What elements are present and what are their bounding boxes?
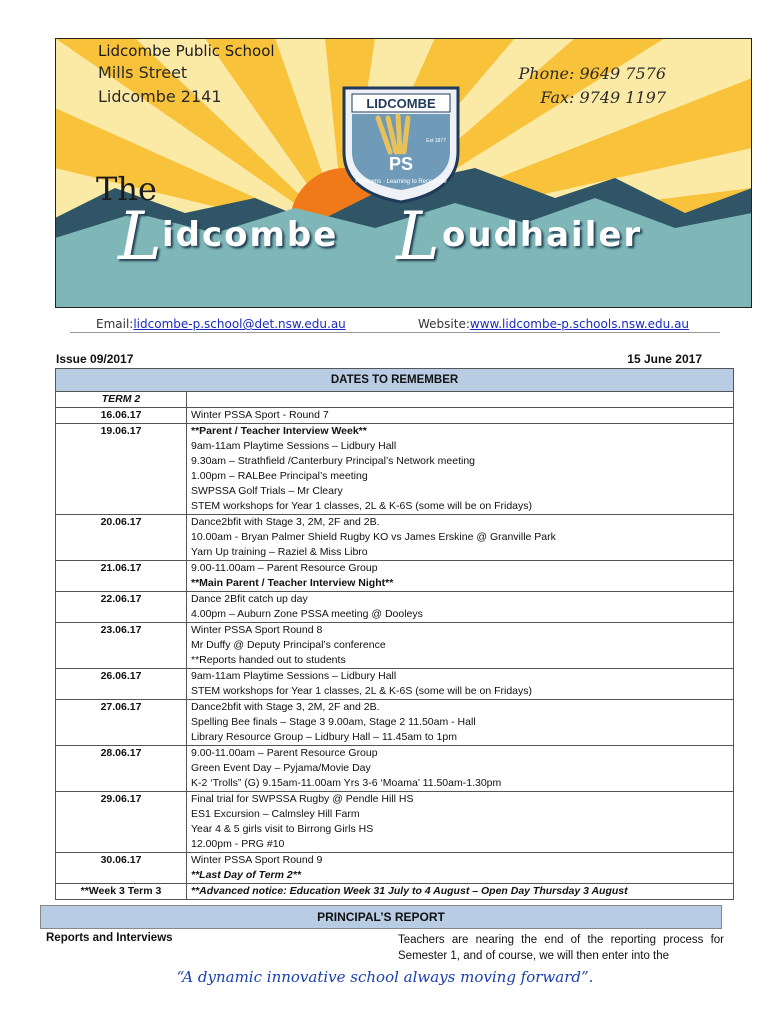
date-cell: **Week 3 Term 3 <box>56 884 187 900</box>
date-row <box>56 561 734 592</box>
event-line: Spelling Bee finals – Stage 3 9.00am, Stage 2 11.50am - Hall <box>191 716 476 728</box>
event-line: ES1 Excursion – Calmsley Hill Farm <box>191 808 360 820</box>
date-row <box>56 408 734 424</box>
date-row <box>56 424 734 515</box>
email-link[interactable]: lidcombe-p.school@det.nsw.edu.au <box>133 317 346 331</box>
date-cell: 22.06.17 <box>56 592 187 623</box>
event-line: Dance2bfit with Stage 3, 2M, 2F and 2B. <box>191 701 380 713</box>
date-row <box>56 669 734 700</box>
event-line: SWPSSA Golf Trials – Mr Cleary <box>191 485 343 497</box>
date-cell: 30.06.17 <box>56 853 187 884</box>
event-line: **Parent / Teacher Interview Week** <box>191 425 367 437</box>
events-cell <box>187 515 734 561</box>
events-cell <box>187 561 734 592</box>
date-cell: 21.06.17 <box>56 561 187 592</box>
date-cell: 28.06.17 <box>56 746 187 792</box>
street-address: Mills Street <box>98 63 188 82</box>
title-word-loudhailer: oudhailer <box>442 215 643 255</box>
report-paragraph: Teachers are nearing the end of the reporting process for Semester 1, and of course, we will then enter into the <box>398 934 724 962</box>
contact-block <box>519 62 666 110</box>
date-row <box>56 700 734 746</box>
event-line: Library Resource Group – Lidbury Hall – 11.45am to 1pm <box>191 731 457 743</box>
event-line: Winter PSSA Sport Round 9 <box>191 854 323 866</box>
email-line <box>96 317 346 331</box>
event-line: **Advanced notice: Education Week 31 July to 4 August – Open Day Thursday 3 August <box>191 885 628 897</box>
title-initial-l2: L <box>396 198 440 275</box>
event-line: Year 4 & 5 girls visit to Birrong Girls HS <box>191 823 374 835</box>
school-motto: “A dynamic innovative school always moving forward”. <box>176 968 594 986</box>
events-cell <box>187 424 734 515</box>
date-cell: 16.06.17 <box>56 408 187 424</box>
logo-top-text: LIDCOMBE <box>366 96 436 111</box>
event-line: Winter PSSA Sport Round 8 <box>191 624 323 636</box>
term-row <box>56 392 734 408</box>
date-cell: 20.06.17 <box>56 515 187 561</box>
date-row <box>56 623 734 669</box>
event-line: 12.00pm - PRG #10 <box>191 838 285 850</box>
title-word-lidcombe: idcombe <box>162 215 339 255</box>
event-line: STEM workshops for Year 1 classes, 2L & K-6S (some will be on Fridays) <box>191 500 532 512</box>
date-row <box>56 884 734 900</box>
website-link[interactable]: www.lidcombe-p.schools.nsw.edu.au <box>469 317 690 331</box>
event-line: 4.00pm – Auburn Zone PSSA meeting @ Dooleys <box>191 608 423 620</box>
event-line: K-2 ‘Trolls” (G) 9.15am-11.00am Yrs 3-6 ‘Moama’ 11.50am-1.30pm <box>191 777 502 789</box>
event-line: 9.00-11.00am – Parent Resource Group <box>191 562 378 574</box>
fax-number: Fax: 9749 1197 <box>540 88 666 107</box>
events-cell <box>187 746 734 792</box>
date-cell: 19.06.17 <box>56 424 187 515</box>
event-line: Mr Duffy @ Deputy Principal’s conference <box>191 639 386 651</box>
events-cell <box>187 853 734 884</box>
phone-number: Phone: 9649 7576 <box>518 64 666 83</box>
events-cell <box>187 700 734 746</box>
event-line: Dance2bfit with Stage 3, 2M, 2F and 2B. <box>191 516 380 528</box>
event-line: 10.00am - Bryan Palmer Shield Rugby KO vs James Erskine @ Granville Park <box>191 531 556 543</box>
issue-number: Issue 09/2017 <box>56 352 134 366</box>
date-row <box>56 515 734 561</box>
event-line: 1.00pm – RALBee Principal’s meeting <box>191 470 368 482</box>
email-label: Email: <box>96 317 134 331</box>
date-cell: 27.06.17 <box>56 700 187 746</box>
logo-motto: Programs · Learning to Recognise <box>355 179 447 185</box>
date-cell: 29.06.17 <box>56 792 187 853</box>
date-row <box>56 853 734 884</box>
date-row <box>56 592 734 623</box>
logo-initials: PS <box>388 154 414 174</box>
school-logo <box>338 82 464 204</box>
date-cell: 23.06.17 <box>56 623 187 669</box>
event-line: 9.30am – Strathfield /Canterbury Principal’s Network meeting <box>191 455 476 467</box>
events-cell <box>187 623 734 669</box>
events-cell <box>187 669 734 700</box>
term-label: TERM 2 <box>56 392 187 408</box>
events-cell <box>187 884 734 900</box>
events-cell <box>187 792 734 853</box>
event-line: Final trial for SWPSSA Rugby @ Pendle Hill HS <box>191 793 414 805</box>
event-line: STEM workshops for Year 1 classes, 2L & K-6S (some will be on Fridays) <box>191 685 532 697</box>
term-empty-cell <box>187 392 734 408</box>
event-line: **Reports handed out to students <box>191 654 346 666</box>
event-line: **Last Day of Term 2** <box>191 869 301 881</box>
event-line: 9am-11am Playtime Sessions – Lidbury Hall <box>191 440 397 452</box>
date-row <box>56 746 734 792</box>
event-line: Winter PSSA Sport - Round 7 <box>191 409 329 421</box>
school-name: Lidcombe Public School <box>98 42 275 60</box>
event-line: 9.00-11.00am – Parent Resource Group <box>191 747 378 759</box>
event-line: Green Event Day – Pyjama/Movie Day <box>191 762 371 774</box>
newsletter-the: The <box>96 170 157 208</box>
event-line: **Main Parent / Teacher Interview Night** <box>191 577 394 589</box>
header-divider <box>70 332 720 333</box>
dates-table <box>55 368 734 900</box>
event-line: Dance 2Bfit catch up day <box>191 593 308 605</box>
reports-subtitle: Reports and Interviews <box>46 932 173 944</box>
date-cell: 26.06.17 <box>56 669 187 700</box>
date-row <box>56 792 734 853</box>
website-label: Website: <box>418 317 470 331</box>
event-line: 9am-11am Playtime Sessions – Lidbury Hall <box>191 670 397 682</box>
website-line <box>418 317 689 331</box>
dates-table-title: DATES TO REMEMBER <box>56 369 734 392</box>
logo-est: Est 1877 <box>426 138 446 144</box>
events-cell <box>187 592 734 623</box>
suburb-address: Lidcombe 2141 <box>98 87 222 106</box>
principal-report-heading: PRINCIPAL’S REPORT <box>40 905 722 929</box>
issue-date: 15 June 2017 <box>627 352 702 366</box>
title-initial-l1: L <box>118 198 162 275</box>
event-line: Yarn Up training – Raziel & Miss Libro <box>191 546 368 558</box>
dates-header-row <box>56 369 734 392</box>
events-cell <box>187 408 734 424</box>
